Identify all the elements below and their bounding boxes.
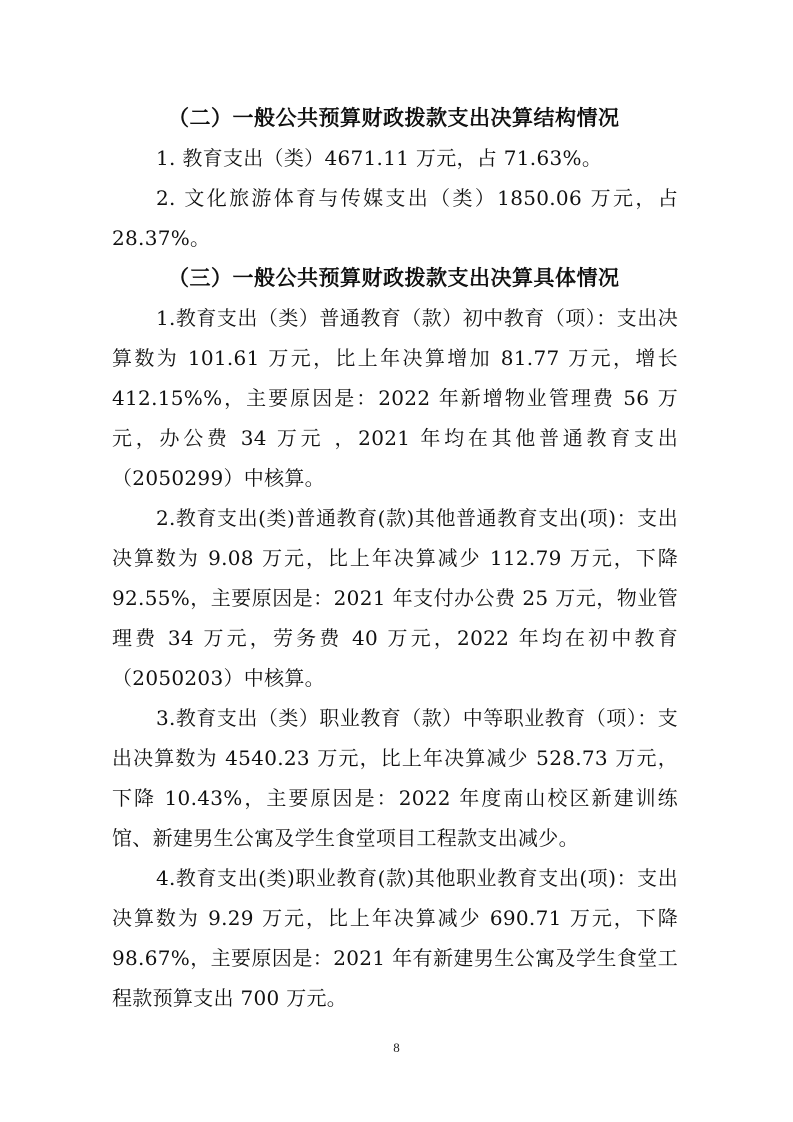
section-heading-details: （三）一般公共预算财政拨款支出决算具体情况 bbox=[168, 266, 620, 290]
paragraph-junior-middle-education: 1.教育支出（类）普通教育（款）初中教育（项）：支出决算数为 101.61 万元，比上年决算增加 81.77 万元，增长 412.15%%，主要原因是：2022 年新增物业管理费 56 万元，办公费 34 万元 ，2021 年均在其他普通教育支出（2050299）中核算。 bbox=[112, 306, 678, 490]
paragraph-culture-share: 2. 文化旅游体育与传媒支出（类）1850.06 万元，占 28.37%。 bbox=[112, 186, 678, 250]
paragraph-other-vocational-education: 4.教育支出(类)职业教育(款)其他职业教育支出(项)：支出决算数为 9.29 万元，比上年决算减少 690.71 万元，下降 98.67%，主要原因是：2021 年有新建男生公寓及学生食堂工程款预算支出 700 万元。 bbox=[112, 866, 678, 1010]
paragraph-education-share: 1. 教育支出（类）4671.11 万元，占 71.63%。 bbox=[156, 146, 603, 170]
document-body bbox=[112, 98, 678, 1018]
section-heading-structure: （二）一般公共预算财政拨款支出决算结构情况 bbox=[168, 106, 620, 130]
page-number: 8 bbox=[393, 1040, 400, 1055]
paragraph-other-general-education: 2.教育支出(类)普通教育(款)其他普通教育支出(项)：支出决算数为 9.08 万元，比上年决算减少 112.79 万元，下降 92.55%，主要原因是：2021 年支付办公费 25 万元，物业管理费 34 万元，劳务费 40 万元，2022 年均在初中教育（2050203）中核算。 bbox=[112, 506, 678, 690]
paragraph-secondary-vocational-education: 3.教育支出（类）职业教育（款）中等职业教育（项）：支出决算数为 4540.23 万元，比上年决算减少 528.73 万元，下降 10.43%，主要原因是：2022 年度南山校区新建训练馆、新建男生公寓及学生食堂项目工程款支出减少。 bbox=[112, 706, 678, 850]
